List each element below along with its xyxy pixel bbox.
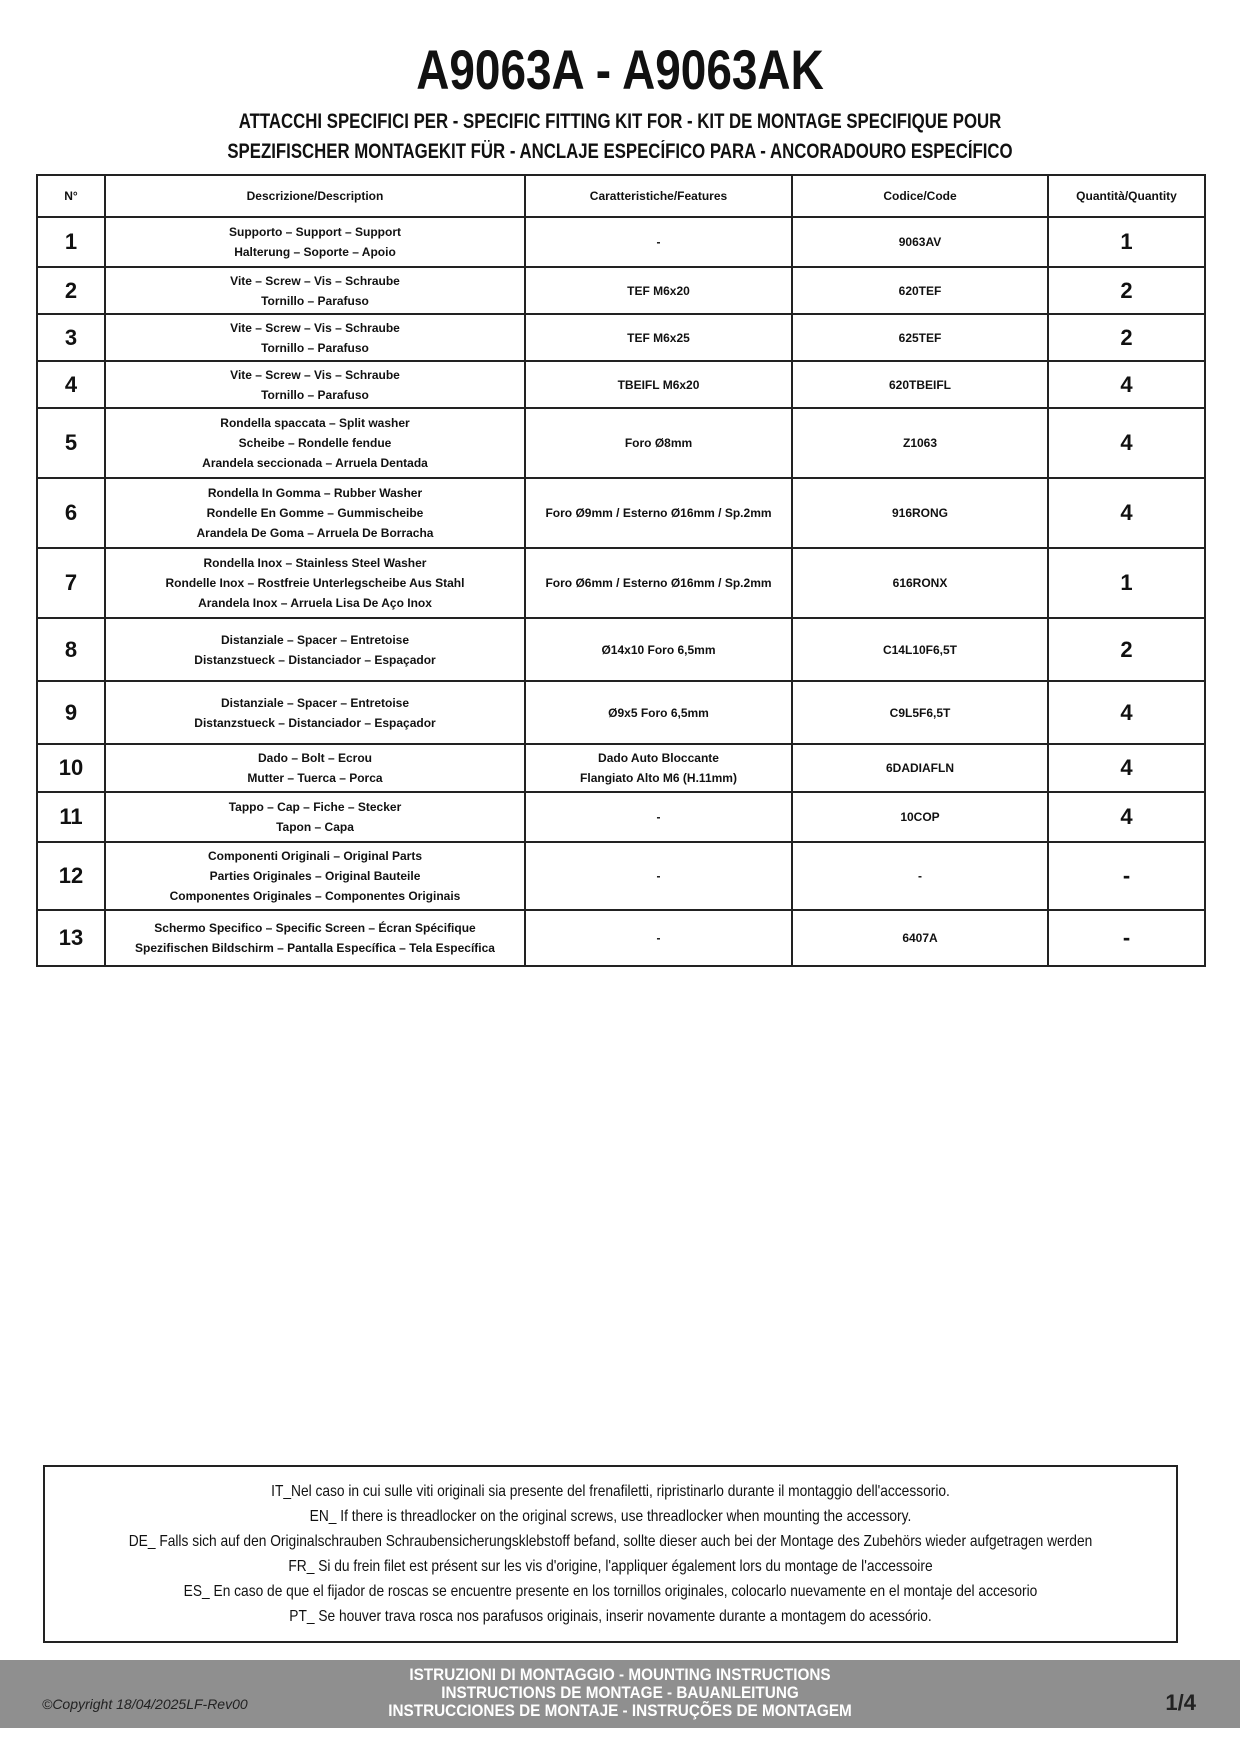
- row-quantity: 2: [1048, 314, 1205, 361]
- description-line: Vite – Screw – Vis – Schraube: [230, 367, 400, 382]
- description-line: Scheibe – Rondelle fendue: [238, 436, 392, 450]
- description-line: Vite – Screw – Vis – Schraube: [230, 273, 400, 288]
- description-line: Componenti Originali – Original Parts: [207, 849, 423, 863]
- row-description: [105, 842, 525, 910]
- table-row: [37, 408, 1205, 478]
- table-row: [37, 681, 1205, 744]
- note-de: DE_ Falls sich auf den Originalschrauben Schraubensicherungsklebstoff befand, sollte dieser auch bei der Montage des Zubehörs wieder aufgetragen werden: [128, 1533, 1093, 1550]
- description-line: Vite – Screw – Vis – Schraube: [230, 320, 400, 335]
- row-features: TEF M6x25: [525, 314, 792, 361]
- row-code: -: [792, 842, 1048, 910]
- row-features: Ø14x10 Foro 6,5mm: [525, 618, 792, 681]
- row-number: 2: [37, 267, 105, 314]
- description-line: Schermo Specifico – Specific Screen – Écran Spécifique: [154, 921, 476, 935]
- row-description: [105, 478, 525, 548]
- row-quantity: 1: [1048, 217, 1205, 267]
- row-description: [105, 408, 525, 478]
- row-features: -: [525, 842, 792, 910]
- row-number: 13: [37, 910, 105, 966]
- table-row: [37, 267, 1205, 314]
- row-number: 4: [37, 361, 105, 408]
- description-line: Rondelle En Gomme – Gummischeibe: [206, 506, 424, 520]
- note-fr: FR_ Si du frein filet est présent sur les vis d'origine, l'appliquer également lors du montage de l'accessoire: [288, 1558, 933, 1575]
- row-features: -: [525, 910, 792, 966]
- description-line: Rondella spaccata – Split washer: [220, 416, 410, 430]
- row-number: 8: [37, 618, 105, 681]
- row-features: Foro Ø9mm / Esterno Ø16mm / Sp.2mm: [525, 478, 792, 548]
- description-line: Arandela De Goma – Arruela De Borracha: [196, 526, 434, 540]
- row-quantity: -: [1048, 842, 1205, 910]
- subtitle-line-2: SPEZIFISCHER MONTAGEKIT FÜR - ANCLAJE ESPECÍFICO PARA - ANCORADOURO ESPECÍFICO: [227, 140, 1013, 163]
- row-quantity: 4: [1048, 408, 1205, 478]
- row-features: Dado Auto Bloccante Flangiato Alto M6 (H.11mm): [525, 744, 792, 792]
- table-row: [37, 361, 1205, 408]
- row-description: [105, 792, 525, 842]
- row-quantity: 2: [1048, 618, 1205, 681]
- description-line: Tappo – Cap – Fiche – Stecker: [228, 800, 402, 814]
- table-row: [37, 478, 1205, 548]
- description-line: Spezifischen Bildschirm – Pantalla Específica – Tela Específica: [135, 941, 495, 955]
- row-code: 10COP: [792, 792, 1048, 842]
- row-number: 9: [37, 681, 105, 744]
- row-description: [105, 618, 525, 681]
- description-line: Rondella Inox – Stainless Steel Washer: [203, 556, 427, 570]
- note-es: ES_ En caso de que el fijador de roscas se encuentre presente en los tornillos originales, colocarlo nuevamente en el montaje del accesorio: [183, 1583, 1038, 1600]
- table-row: [37, 217, 1205, 267]
- footer-bar: [0, 1660, 1240, 1728]
- note-en: EN_ If there is threadlocker on the original screws, use threadlocker when mounting the accessory.: [309, 1508, 912, 1525]
- row-number: 5: [37, 408, 105, 478]
- description-line: Tornillo – Parafuso: [261, 387, 369, 402]
- row-code: 6407A: [792, 910, 1048, 966]
- row-features: Foro Ø8mm: [525, 408, 792, 478]
- row-features: Foro Ø6mm / Esterno Ø16mm / Sp.2mm: [525, 548, 792, 618]
- description-line: Distanzstueck – Distanciador – Espaçador: [194, 652, 436, 667]
- description-line: Parties Originales – Original Bauteile: [209, 869, 421, 883]
- description-line: Rondelle Inox – Rostfreie Unterlegscheibe Aus Stahl: [165, 576, 465, 590]
- row-description: [105, 548, 525, 618]
- row-code: 620TEF: [792, 267, 1048, 314]
- note-pt: PT_ Se houver trava rosca nos parafusos originais, inserir novamente durante a montagem do acessório.: [289, 1608, 932, 1625]
- table-header-row: [37, 175, 1205, 217]
- document-title: A9063A - A9063AK: [416, 38, 824, 101]
- row-code: C14L10F6,5T: [792, 618, 1048, 681]
- footer-line-2: INSTRUCTIONS DE MONTAGE - BAUANLEITUNG: [441, 1683, 799, 1702]
- footer-line-3: INSTRUCCIONES DE MONTAJE - INSTRUÇÕES DE MONTAGEM: [388, 1701, 852, 1720]
- row-code: 625TEF: [792, 314, 1048, 361]
- row-description: [105, 217, 525, 267]
- row-description: [105, 681, 525, 744]
- note-it: IT_Nel caso in cui sulle viti originali sia presente del frenafiletti, ripristinarlo durante il montaggio dell'accessorio.: [271, 1483, 950, 1500]
- row-description: [105, 361, 525, 408]
- table-row: [37, 744, 1205, 792]
- description-line: Supporto – Support – Support: [229, 225, 401, 239]
- table-row: [37, 792, 1205, 842]
- row-quantity: 4: [1048, 681, 1205, 744]
- row-code: Z1063: [792, 408, 1048, 478]
- row-quantity: 4: [1048, 361, 1205, 408]
- parts-table-body: [37, 217, 1205, 966]
- subtitle-line-1: ATTACCHI SPECIFICI PER - SPECIFIC FITTING KIT FOR - KIT DE MONTAGE SPECIFIQUE POUR: [238, 110, 1002, 133]
- description-line: Tornillo – Parafuso: [261, 293, 369, 308]
- row-number: 10: [37, 744, 105, 792]
- row-code: 6DADIAFLN: [792, 744, 1048, 792]
- row-features: -: [525, 217, 792, 267]
- description-line: Componentes Originales – Componentes Originais: [169, 889, 461, 903]
- row-description: [105, 910, 525, 966]
- row-number: 3: [37, 314, 105, 361]
- table-row: [37, 618, 1205, 681]
- description-line: Tornillo – Parafuso: [261, 340, 369, 355]
- row-number: 6: [37, 478, 105, 548]
- row-number: 11: [37, 792, 105, 842]
- parts-table: [36, 174, 1206, 967]
- header-description: Descrizione/Description: [105, 175, 525, 217]
- threadlocker-note-box: [43, 1465, 1178, 1643]
- row-features: Ø9x5 Foro 6,5mm: [525, 681, 792, 744]
- row-code: 9063AV: [792, 217, 1048, 267]
- description-line: Tapon – Capa: [276, 820, 354, 834]
- description-line: Mutter – Tuerca – Porca: [247, 771, 383, 785]
- description-line: Arandela Inox – Arruela Lisa De Aço Inox: [198, 596, 432, 610]
- description-line: Halterung – Soporte – Apoio: [234, 245, 396, 259]
- row-features: TBEIFL M6x20: [525, 361, 792, 408]
- row-number: 1: [37, 217, 105, 267]
- header-quantity: Quantità/Quantity: [1048, 175, 1205, 217]
- row-quantity: 2: [1048, 267, 1205, 314]
- row-code: 616RONX: [792, 548, 1048, 618]
- row-number: 12: [37, 842, 105, 910]
- header-features: Caratteristiche/Features: [525, 175, 792, 217]
- copyright: ©Copyright 18/04/2025LF-Rev00: [42, 1696, 248, 1712]
- row-quantity: 4: [1048, 792, 1205, 842]
- table-row: [37, 548, 1205, 618]
- footer-line-1: ISTRUZIONI DI MONTAGGIO - MOUNTING INSTRUCTIONS: [409, 1665, 831, 1684]
- row-code: 620TBEIFL: [792, 361, 1048, 408]
- table-row: [37, 910, 1205, 966]
- table-row: [37, 314, 1205, 361]
- row-number: 7: [37, 548, 105, 618]
- description-line: Dado – Bolt – Ecrou: [257, 751, 373, 765]
- row-features: TEF M6x20: [525, 267, 792, 314]
- header-num: N°: [37, 175, 105, 217]
- description-line: Distanziale – Spacer – Entretoise: [220, 632, 410, 647]
- row-description: [105, 314, 525, 361]
- row-quantity: 4: [1048, 478, 1205, 548]
- row-code: C9L5F6,5T: [792, 681, 1048, 744]
- description-line: Rondella In Gomma – Rubber Washer: [207, 486, 423, 500]
- header-code: Codice/Code: [792, 175, 1048, 217]
- row-features: -: [525, 792, 792, 842]
- description-line: Arandela seccionada – Arruela Dentada: [202, 456, 428, 470]
- description-line: Distanziale – Spacer – Entretoise: [220, 695, 410, 710]
- row-code: 916RONG: [792, 478, 1048, 548]
- row-quantity: -: [1048, 910, 1205, 966]
- row-description: [105, 744, 525, 792]
- row-quantity: 1: [1048, 548, 1205, 618]
- table-row: [37, 842, 1205, 910]
- description-line: Distanzstueck – Distanciador – Espaçador: [194, 715, 436, 730]
- row-description: [105, 267, 525, 314]
- row-quantity: 4: [1048, 744, 1205, 792]
- page-number: 1/4: [1165, 1690, 1196, 1715]
